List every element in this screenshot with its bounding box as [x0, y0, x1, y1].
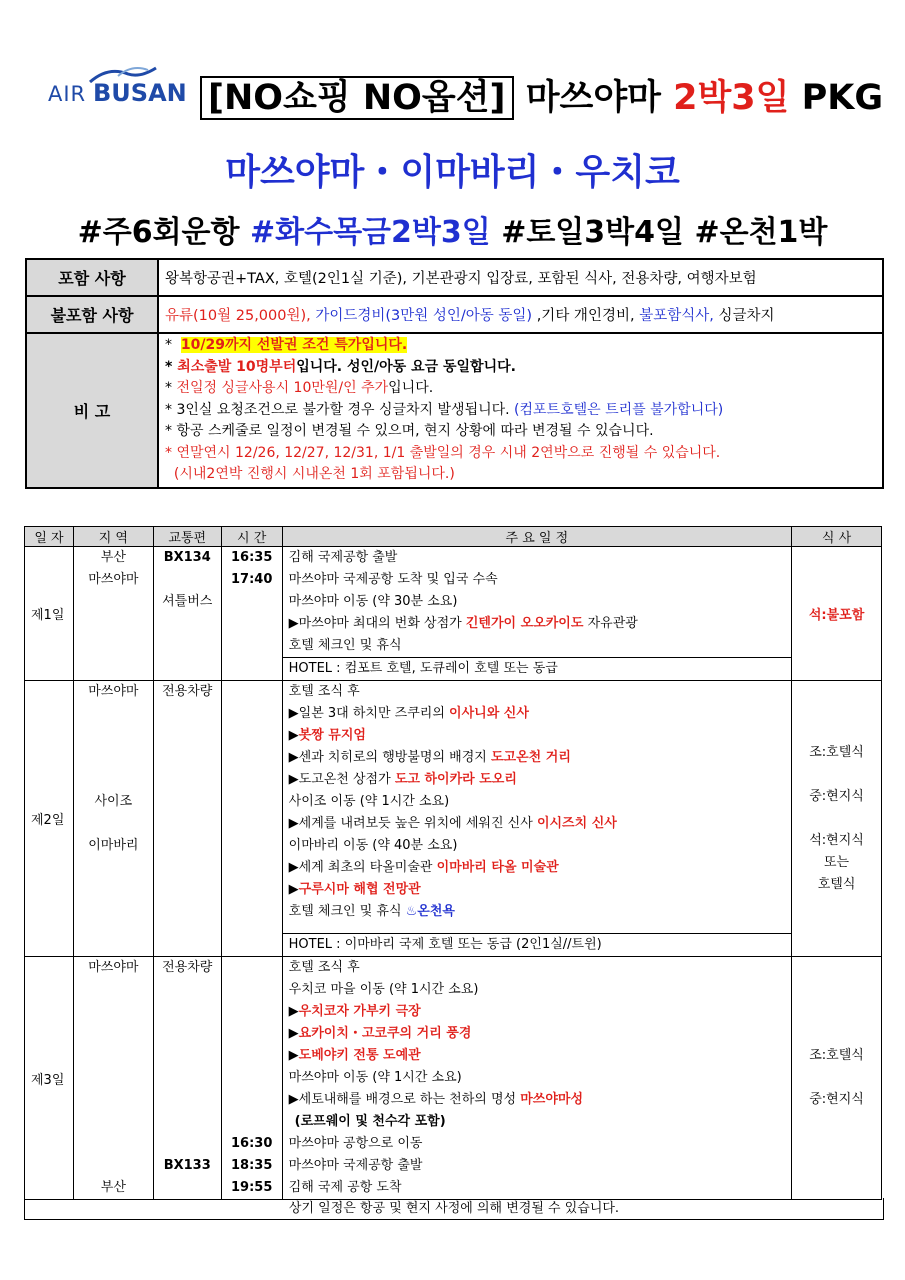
logo-air-text: AIR	[48, 82, 87, 106]
day1-item-4-place: 긴텐가이 오오카이도	[465, 616, 584, 631]
day1-flight: BX134	[163, 550, 211, 565]
day3-item-8: (로프웨이 및 천수각 포함)	[294, 1114, 446, 1129]
day1-item-5: 호텔 체크인 및 휴식	[288, 638, 402, 653]
day3-item-7	[283, 1089, 791, 1111]
day2-item-3-place: 봇짱 뮤지엄	[298, 728, 366, 743]
day2-region-2: 사이조	[94, 794, 133, 809]
note-6	[165, 443, 876, 465]
day3-itinerary	[282, 957, 791, 1200]
day3-item-2: 우치코 마을 이동 (약 1시간 소요)	[288, 982, 479, 997]
header-region: 지 역	[73, 527, 153, 547]
arrow-icon: ▶	[288, 882, 299, 897]
day2-item-8: 이마바리 이동 (약 40분 소요)	[288, 838, 458, 853]
excluded-fuel: 유류(10월 25,000원),	[165, 308, 311, 324]
day2-itinerary	[282, 681, 791, 957]
day3-item-5	[283, 1045, 791, 1067]
note-4-comfort: (컴포트호텔은 트리플 불가합니다)	[514, 401, 724, 418]
logo-busan-text: BUSAN	[93, 79, 187, 107]
day2-region-1: 마쓰야마	[88, 684, 139, 699]
day2-item-9-text: ▶세계 최초의 타올미술관	[288, 860, 433, 875]
day1-item-4	[283, 613, 791, 635]
day1-row	[25, 547, 882, 681]
hashtag-3: #토일3박4일	[501, 215, 684, 250]
hashtag-2: #화수목금2박3일	[249, 215, 491, 250]
day1-shuttle: 셔틀버스	[162, 594, 213, 609]
day2-meal-or: 또는	[823, 854, 850, 870]
day3-time-2: 18:35	[230, 1158, 273, 1173]
day2-item-1: 호텔 조식 후	[288, 684, 360, 699]
day1-time-1: 16:35	[230, 550, 273, 565]
day2-label: 제2일	[25, 681, 74, 957]
hashtag-line	[0, 207, 905, 251]
day3-private-car: 전용차량	[162, 960, 213, 975]
day2-item-5-place: 도고 하이카라 도오리	[394, 772, 517, 787]
day2-region-3: 이마바리	[88, 838, 139, 853]
title-city: 마쓰야마	[525, 78, 661, 118]
remarks-label: 비 고	[26, 333, 158, 488]
day2-private-car: 전용차량	[162, 684, 213, 699]
header-date: 일 자	[25, 527, 74, 547]
note-7-text: (시내2연박 진행시 시내온천 1회 포함됩니다.)	[173, 466, 455, 482]
schedule-table	[24, 526, 882, 1200]
day1-item-4-free: 자유관광	[587, 616, 638, 631]
excluded-guide: 가이드경비(3만원 성인/아동 동일)	[315, 308, 533, 324]
excluded-text	[158, 296, 883, 333]
note-2-text: 입니다. 성인/아동 요금 동일합니다.	[296, 358, 516, 375]
note-3-highlight: 전일정 싱글사용시 10만원/인 추가	[176, 380, 389, 396]
day1-item-1: 김해 국제공항 출발	[288, 550, 398, 565]
schedule-header-row	[25, 527, 882, 547]
day1-itinerary	[282, 547, 791, 681]
day2-item-7-place: 이시즈치 신사	[536, 816, 617, 831]
excluded-single: 싱글차지	[718, 308, 775, 324]
bullet: *	[165, 380, 172, 396]
day3-meal-breakfast: 조:호텔식	[809, 1048, 864, 1063]
day2-item-11	[283, 901, 791, 923]
excluded-meal: 불포함식사,	[639, 308, 714, 324]
day3-time-1: 16:30	[230, 1136, 273, 1151]
day1-meal: 석:불포함	[792, 547, 882, 681]
day2-transport	[153, 681, 221, 957]
day1-label: 제1일	[25, 547, 74, 681]
day3-item-7-text: ▶세토내해를 배경으로 하는 천하의 명성	[288, 1092, 517, 1107]
day1-item-2: 마쓰야마 국제공항 도착 및 입국 수속	[288, 572, 498, 587]
arrow-icon: ▶	[288, 1026, 299, 1041]
day2-meal-dinner: 석:현지식	[809, 832, 864, 848]
day3-item-3	[283, 1001, 791, 1023]
day3-region-1: 마쓰야마	[88, 960, 139, 975]
included-row	[26, 259, 883, 296]
day3-item-1: 호텔 조식 후	[288, 960, 360, 975]
day3-item-4-place: 요카이치・고코쿠의 거리 풍경	[298, 1026, 472, 1041]
excluded-personal: ,기타 개인경비,	[536, 308, 635, 324]
day2-item-7	[283, 813, 791, 835]
day3-item-6: 마쓰야마 이동 (약 1시간 소요)	[288, 1070, 462, 1085]
day1-time	[221, 547, 282, 681]
note-1-text: 10/29까지 선발권 조건 특가입니다.	[180, 337, 408, 353]
bullet: *	[165, 358, 173, 375]
day1-time-2: 17:40	[230, 572, 273, 587]
header-itinerary: 주 요 일 정	[282, 527, 791, 547]
subtitle-cities: 마쓰야마・이마바리・우치코	[225, 152, 680, 193]
note-2	[165, 357, 876, 379]
day1-region-2: 마쓰야마	[88, 572, 139, 587]
title-duration: 2박3일	[673, 78, 790, 118]
day2-item-10-place: 구루시마 해협 전망관	[298, 882, 421, 897]
day3-item-4	[283, 1023, 791, 1045]
day3-meal	[792, 957, 882, 1200]
header-meal: 식 사	[792, 527, 882, 547]
day1-hotel: HOTEL : 컴포트 호텔, 도큐레이 호텔 또는 동급	[283, 657, 791, 680]
day1-region	[73, 547, 153, 681]
day2-time	[221, 681, 282, 957]
bullet: *	[165, 401, 172, 418]
bullet: *	[165, 423, 172, 439]
day2-item-4	[283, 747, 791, 769]
included-text: 왕복항공권+TAX, 호텔(2인1실 기준), 기본관광지 입장료, 포함된 식사, 전용차량, 여행자보험	[158, 259, 883, 296]
day3-region	[73, 957, 153, 1200]
day2-item-5-text: ▶도고온천 상점가	[288, 772, 391, 787]
day2-item-2	[283, 703, 791, 725]
day3-row	[25, 957, 882, 1200]
day2-meal-lunch: 중:현지식	[809, 788, 864, 804]
title-no-shopping: [NO쇼핑 NO옵션]	[200, 76, 514, 120]
hashtag-4: #온천1박	[694, 215, 828, 250]
day2-meal-breakfast: 조:호텔식	[809, 744, 864, 760]
day1-transport	[153, 547, 221, 681]
day1-item-4-text: ▶마쓰야마 최대의 번화 상점가	[288, 616, 462, 631]
day2-row	[25, 681, 882, 957]
note-3	[165, 378, 876, 400]
note-2-highlight: 최소출발 10명부터	[177, 358, 297, 375]
day2-item-4-place: 도고온천 거리	[491, 750, 571, 765]
excluded-label: 불포함 사항	[26, 296, 158, 333]
bullet: *	[165, 337, 172, 353]
title-pkg: PKG	[801, 78, 884, 118]
day2-meal	[792, 681, 882, 957]
hot-spring-icon: ♨온천욕	[405, 904, 455, 919]
day3-item-3-place: 우치코자 가부키 극장	[298, 1004, 421, 1019]
remarks-row	[26, 333, 883, 488]
day3-time	[221, 957, 282, 1200]
day2-item-9-place: 이마바리 타올 미술관	[436, 860, 559, 875]
note-3-text: 입니다.	[388, 380, 434, 396]
day3-item-9: 마쓰야마 공항으로 이동	[288, 1136, 423, 1151]
note-1	[165, 335, 876, 357]
day2-item-2-text: ▶일본 3대 하치만 즈쿠리의	[288, 706, 445, 721]
excluded-row	[26, 296, 883, 333]
schedule-footnote: 상기 일정은 항공 및 현지 사정에 의해 변경될 수 있습니다.	[24, 1198, 884, 1220]
day3-flight: BX133	[163, 1158, 211, 1173]
day2-item-4-text: ▶센과 치히로의 행방불명의 배경지	[288, 750, 487, 765]
day2-item-3	[283, 725, 791, 747]
bullet: *	[165, 444, 172, 461]
day2-item-10	[283, 879, 791, 901]
arrow-icon: ▶	[288, 1048, 299, 1063]
day2-item-2-place: 이사니와 신사	[449, 706, 529, 721]
remarks-notes	[158, 333, 883, 488]
day3-item-10: 마쓰야마 국제공항 출발	[288, 1158, 423, 1173]
info-table	[25, 258, 884, 489]
day3-item-11: 김해 국제 공항 도착	[288, 1180, 402, 1195]
included-label: 포함 사항	[26, 259, 158, 296]
hashtag-1: #주6회운항	[77, 215, 240, 250]
day3-item-5-place: 도베야키 전통 도예관	[298, 1048, 421, 1063]
page-title	[200, 70, 883, 120]
day3-time-3: 19:55	[230, 1180, 273, 1195]
arrow-icon: ▶	[288, 728, 299, 743]
note-7	[165, 464, 876, 486]
day2-item-9	[283, 857, 791, 879]
day1-region-1: 부산	[100, 550, 126, 565]
day2-item-11-text: 호텔 체크인 및 휴식	[288, 904, 402, 919]
note-5-text: 항공 스케줄로 일정이 변경될 수 있으며, 현지 상황에 따라 변경될 수 있습니다.	[176, 423, 654, 439]
day3-item-7-place: 마쓰야마성	[520, 1092, 584, 1107]
day2-region	[73, 681, 153, 957]
note-4-text: 3인실 요청조건으로 불가할 경우 싱글차지 발생됩니다.	[176, 401, 510, 418]
note-6-text: 연말연시 12/26, 12/27, 12/31, 1/1 출발일의 경우 시내 2연박으로 진행될 수 있습니다.	[176, 444, 721, 461]
day3-meal-lunch: 중:현지식	[809, 1092, 864, 1107]
note-4	[165, 400, 876, 422]
header-time: 시 간	[221, 527, 282, 547]
day2-item-5	[283, 769, 791, 791]
day3-region-2: 부산	[100, 1180, 126, 1195]
header-transport: 교통편	[153, 527, 221, 547]
air-busan-logo	[48, 66, 187, 107]
day3-transport	[153, 957, 221, 1200]
day3-label: 제3일	[25, 957, 74, 1200]
arrow-icon: ▶	[288, 1004, 299, 1019]
day2-item-6: 사이조 이동 (약 1시간 소요)	[288, 794, 450, 809]
day2-hotel: HOTEL : 이마바리 국제 호텔 또는 동급 (2인1실//트윈)	[283, 933, 791, 956]
day2-meal-hotel: 호텔식	[817, 876, 856, 892]
day2-item-7-text: ▶세계를 내려보듯 높은 위치에 세워진 신사	[288, 816, 533, 831]
note-5	[165, 421, 876, 443]
day1-item-3: 마쓰야마 이동 (약 30분 소요)	[288, 594, 458, 609]
